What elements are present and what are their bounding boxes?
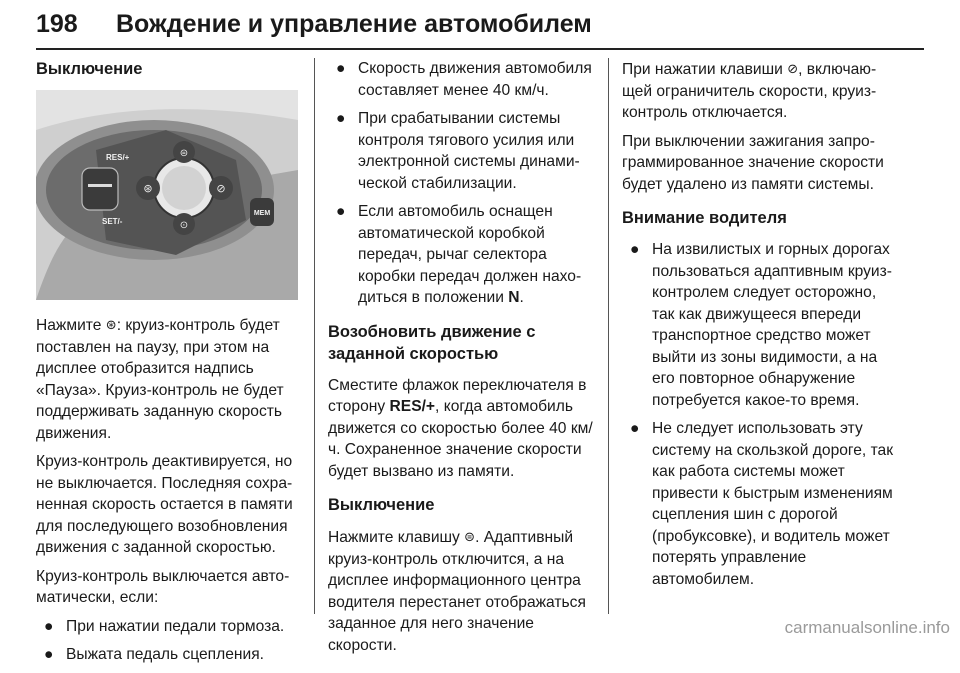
svg-text:⊙: ⊙ bbox=[179, 220, 189, 231]
list-item-text: Не следует использовать эту систему на скользкой дороге, так как работа системы может привести к быстрым изменениям сцепления шин с дорогой (пробуксовке), и водитель может потерять управление автомобилем. bbox=[652, 420, 894, 588]
column-1 bbox=[36, 58, 304, 673]
steering-wheel-illustration bbox=[36, 90, 298, 300]
watermark: carmanualsonline.info bbox=[784, 618, 950, 637]
adaptive-cruise-icon: ⊜ bbox=[464, 529, 476, 544]
section-heading: Внимание водителя bbox=[622, 209, 787, 227]
list-item: ● Не следует использовать эту систему на скользкой дороге, так как работа системы может привести к быстрым изменениям сцепления шин с дорогой (пробуксовке), и водитель может потерять управление автомобилем. bbox=[630, 420, 894, 588]
text-run: Нажмите клавишу bbox=[328, 529, 465, 546]
column-3 bbox=[622, 58, 900, 597]
set-label: SET/- bbox=[102, 217, 123, 226]
list-item: ● Выжата педаль сцепления. bbox=[44, 646, 264, 663]
paragraph bbox=[328, 526, 598, 656]
mem-label: MEM bbox=[253, 210, 271, 217]
section-heading: Выключение bbox=[36, 60, 143, 78]
list-item-text: Выжата педаль сцепления. bbox=[66, 646, 264, 663]
steering-wheel-controls-figure bbox=[36, 90, 298, 300]
list-item: ● На извилистых и горных дорогах пользоваться адаптивным круиз-контролем следует осторожно, так как движущееся впереди транспортное средство может выйти из зоны видимости, а на его повторное обнаружение потребуется какое-то время. bbox=[630, 241, 892, 409]
svg-text:⊘: ⊘ bbox=[216, 182, 226, 195]
text-run: Нажмите bbox=[36, 317, 106, 334]
column-divider bbox=[608, 58, 609, 614]
list-item-text: Если автомобиль оснащен автоматической коробкой передач, рычаг селектора коробки передач должен находиться в положении bbox=[358, 203, 582, 306]
paragraph bbox=[36, 314, 304, 444]
text-run: Сместите флажок переключателя в сторону bbox=[328, 376, 587, 415]
section-heading: Выключение bbox=[328, 496, 435, 514]
text-run: , включающей ограничитель скорости, круиз-контроль отключается. bbox=[622, 61, 877, 121]
speed-limiter-icon: ⊘ bbox=[787, 61, 799, 76]
list-item: ● При срабатывании системы контроля тягового усилия или электронной системы динамической стабилизации. bbox=[336, 110, 580, 192]
text-run: : круиз-контроль будет поставлен на паузу, при этом на дисплее отобразится надпись «Пауза». Круиз-контроль не будет поддерживать заданную скорость движения. bbox=[36, 317, 284, 442]
text-run: , когда автомобиль движется со скоростью более 40 км/ч. Сохраненное значение скорости будет вызвано из памяти. bbox=[328, 398, 593, 480]
page-number: 198 bbox=[36, 10, 78, 38]
text-run: . Адаптивный круиз-контроль отключится, а на дисплее информационного центра водителя перестанет отображаться заданное для него значение скорости. bbox=[328, 529, 586, 654]
paragraph bbox=[622, 58, 900, 124]
section-heading: Возобновить движение с заданной скоростью bbox=[328, 322, 536, 363]
paragraph bbox=[328, 375, 598, 483]
page-title: Вождение и управление автомобилем bbox=[116, 10, 592, 38]
res-label: RES/+ bbox=[106, 153, 130, 162]
list-item-text: При срабатывании системы контроля тягового усилия или электронной системы динамической стабилизации. bbox=[358, 110, 580, 192]
svg-text:⊛: ⊛ bbox=[143, 182, 153, 195]
cruise-pause-icon: ⊛ bbox=[105, 317, 117, 332]
res-control-label: RES/+ bbox=[389, 398, 436, 415]
text-run: . bbox=[519, 289, 524, 306]
list-item: ● При нажатии педали тормоза. bbox=[44, 617, 285, 635]
list-item: ● Скорость движения автомобиля составляет менее 40 км/ч. bbox=[336, 60, 592, 99]
column-divider bbox=[314, 58, 315, 614]
paragraph: При выключении зажигания запрограммированное значение скорости будет удалено из памяти системы. bbox=[622, 132, 884, 193]
paragraph: Круиз-контроль выключается автоматически, если: bbox=[36, 567, 290, 606]
text-run: При нажатии клавиши bbox=[622, 61, 788, 78]
list-item-text: Скорость движения автомобиля составляет менее 40 км/ч. bbox=[358, 60, 592, 99]
list-item-text: На извилистых и горных дорогах пользоваться адаптивным круиз-контролем следует осторожно, так как движущееся впереди транспортное средство может выйти из зоны видимости, а на его повторное обнаружение потребуется какое-то время. bbox=[652, 241, 892, 409]
page-header bbox=[36, 4, 924, 48]
list-item-text: При нажатии педали тормоза. bbox=[66, 617, 285, 635]
header-rule bbox=[36, 48, 924, 50]
paragraph: Круиз-контроль деактивируется, но не выключается. Последняя сохраненная скорость остается в памяти для последующего возобновления движения с заданной скоростью. bbox=[36, 453, 293, 556]
list-item: ● Если автомобиль оснащен автоматической коробкой передач, рычаг селектора коробки передач должен находиться в положении N. bbox=[336, 203, 582, 306]
column-2 bbox=[328, 58, 598, 663]
svg-text:⊜: ⊜ bbox=[179, 148, 189, 159]
gear-position: N bbox=[508, 289, 520, 306]
